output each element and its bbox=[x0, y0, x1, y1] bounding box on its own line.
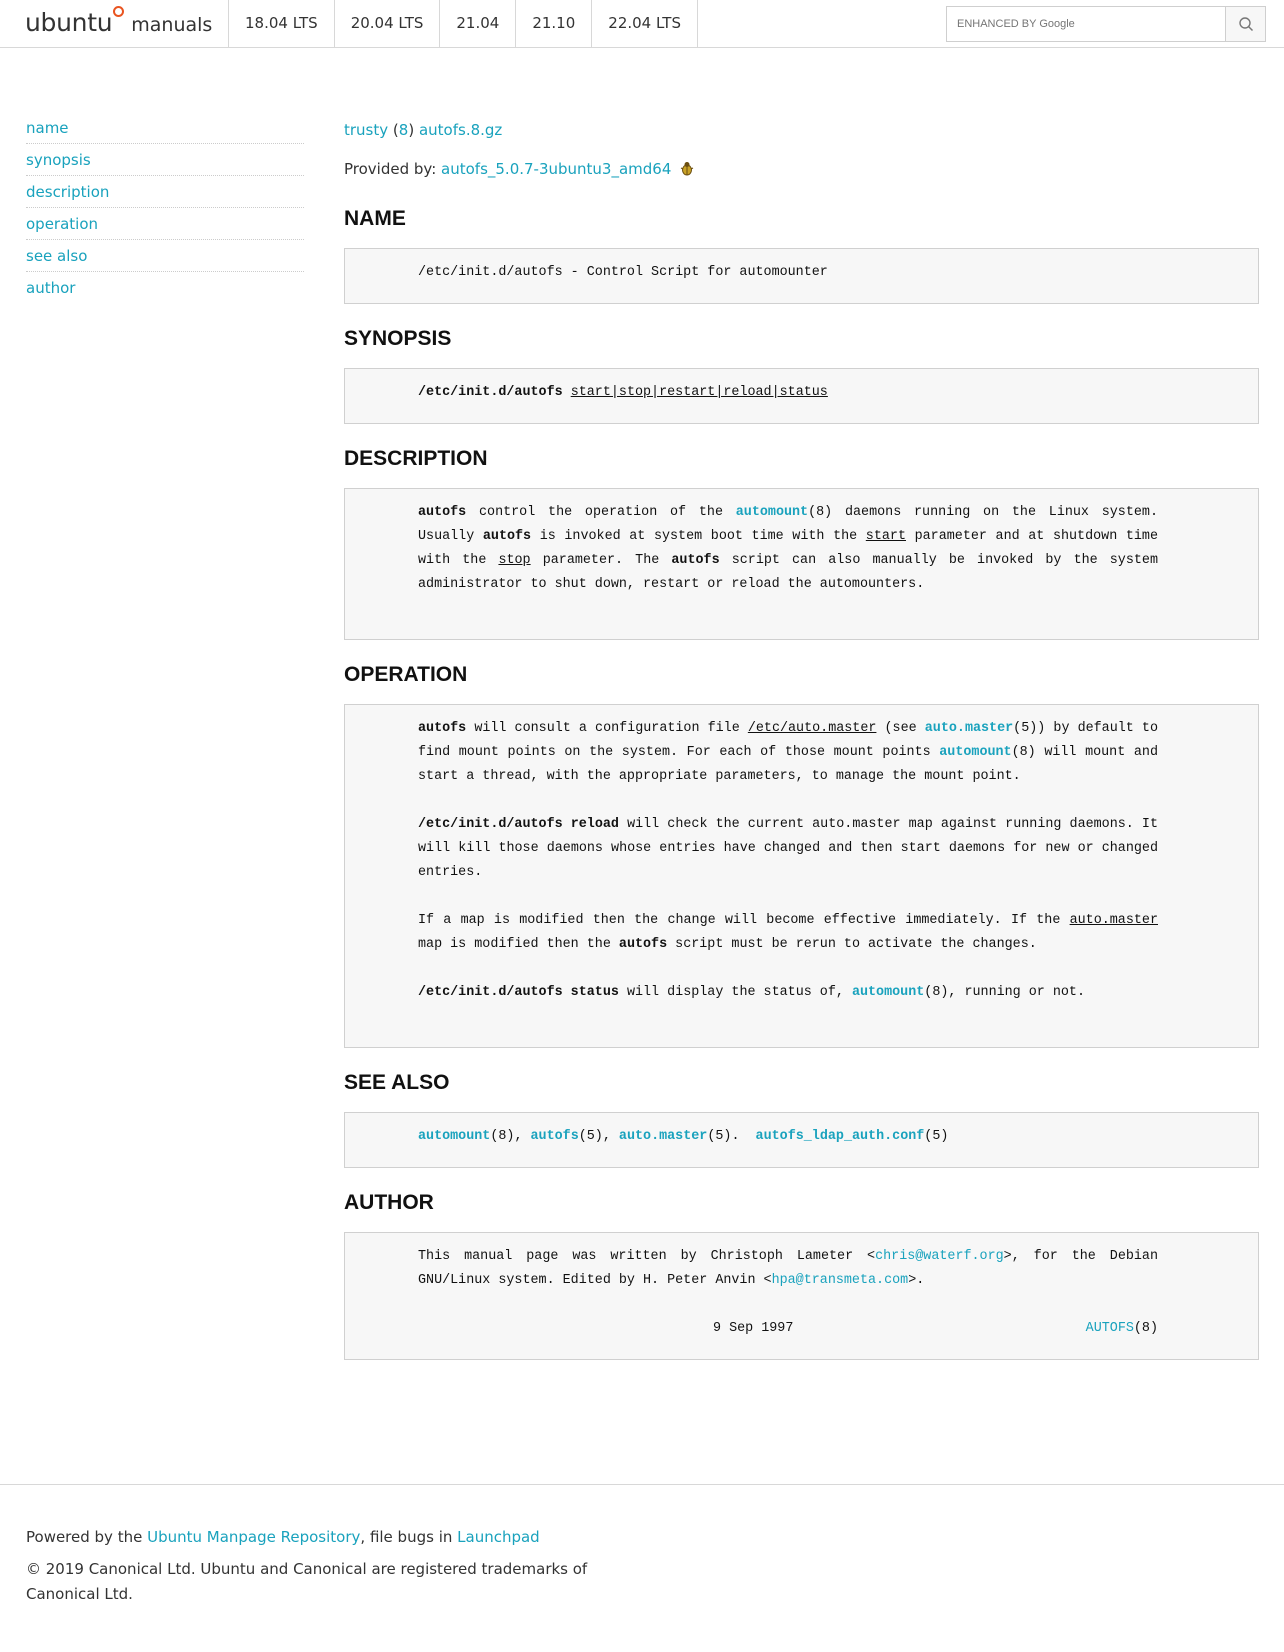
search-icon bbox=[1238, 16, 1254, 32]
breadcrumb bbox=[344, 112, 1259, 148]
auto-master-file: /etc/auto.master bbox=[747, 721, 877, 736]
autofs-term: autofs bbox=[418, 505, 467, 520]
launchpad-link[interactable]: Launchpad bbox=[457, 1528, 540, 1546]
brand-product: manuals bbox=[131, 14, 213, 36]
manpage-ref bbox=[1086, 1317, 1158, 1341]
top-navigation-bar bbox=[0, 0, 1284, 48]
section-box-name bbox=[344, 248, 1259, 304]
toc-item-name[interactable]: name bbox=[26, 112, 304, 144]
search-box bbox=[946, 6, 1266, 42]
manpage-ref-section: (8) bbox=[1133, 1321, 1158, 1336]
operation-paragraph-1 bbox=[418, 717, 1158, 789]
see-also-separator: . bbox=[731, 1129, 756, 1144]
table-of-contents bbox=[26, 112, 304, 304]
see-also-link-auto-master[interactable]: auto.master bbox=[618, 1129, 708, 1144]
manpage-repository-link[interactable]: Ubuntu Manpage Repository bbox=[147, 1528, 361, 1546]
description-text: is invoked at system boot time with the bbox=[531, 529, 866, 544]
section-box-description bbox=[344, 488, 1259, 640]
automount-link[interactable]: automount bbox=[735, 505, 809, 520]
operation-text: (see bbox=[876, 721, 925, 736]
manpage-date: 9 Sep 1997 bbox=[713, 1321, 794, 1336]
author-email-link-2[interactable]: hpa@transmeta.com bbox=[771, 1273, 909, 1288]
footer-text-fragment: Powered by the bbox=[26, 1528, 148, 1546]
section-title-author: AUTHOR bbox=[344, 1191, 434, 1214]
see-also-section: (5) bbox=[707, 1129, 732, 1144]
description-paragraph bbox=[418, 501, 1158, 597]
bug-icon[interactable] bbox=[680, 156, 694, 186]
operation-text: map is modified then the bbox=[418, 937, 619, 952]
operation-text: If a map is modified then the change will become effective immediately. If the bbox=[418, 913, 1070, 928]
toc-item-author[interactable]: author bbox=[26, 279, 76, 297]
author-paragraph bbox=[418, 1245, 1158, 1293]
footer-text bbox=[26, 1525, 646, 1607]
see-also-section: (5) bbox=[578, 1129, 603, 1144]
footer-copyright: © 2019 Canonical Ltd. Ubuntu and Canonical are registered trademarks of Canonical Ltd. bbox=[26, 1560, 588, 1603]
operation-paragraph-4 bbox=[418, 981, 1158, 1005]
see-also-separator: , bbox=[514, 1129, 531, 1144]
page-footer bbox=[0, 1484, 1284, 1603]
search-button[interactable] bbox=[1225, 7, 1265, 41]
nav-release-18-04[interactable]: 18.04 LTS bbox=[228, 0, 334, 47]
stop-param: stop bbox=[498, 553, 531, 568]
brand-word: ubuntu bbox=[25, 8, 113, 37]
autofs-term: autofs bbox=[418, 721, 467, 736]
package-link[interactable]: autofs_5.0.7-3ubuntu3_amd64 bbox=[441, 160, 672, 178]
operation-paragraph-3 bbox=[418, 909, 1158, 957]
ubuntu-circle-icon bbox=[113, 6, 124, 17]
author-email-link-1[interactable]: chris@waterf.org bbox=[875, 1249, 1004, 1264]
section-title-synopsis: SYNOPSIS bbox=[344, 327, 452, 350]
description-text: (8) daemons running on the Linux system. Usually bbox=[418, 505, 1158, 544]
section-box-see-also bbox=[344, 1112, 1259, 1168]
toc-item-see-also[interactable]: see also bbox=[26, 240, 304, 272]
auto-master-link[interactable]: auto.master bbox=[924, 721, 1014, 736]
breadcrumb-section-link[interactable]: 8 bbox=[398, 121, 409, 139]
autofs-term: autofs bbox=[671, 553, 720, 568]
manpage-content bbox=[344, 112, 1259, 1360]
see-also-separator: , bbox=[602, 1129, 619, 1144]
nav-release-21-10[interactable]: 21.10 bbox=[515, 0, 591, 47]
toc-item-synopsis[interactable]: synopsis bbox=[26, 144, 304, 176]
manpage-footer-line bbox=[418, 1317, 1158, 1341]
provided-by bbox=[344, 154, 1259, 184]
operation-paragraph-2 bbox=[418, 813, 1158, 885]
ubuntu-manuals-logo[interactable] bbox=[25, 8, 212, 42]
section-box-synopsis bbox=[344, 368, 1259, 424]
see-also-section: (8) bbox=[490, 1129, 515, 1144]
description-text: parameter. The bbox=[530, 553, 672, 568]
synopsis-command: /etc/init.d/autofs bbox=[418, 385, 563, 400]
section-box-author bbox=[344, 1232, 1259, 1360]
synopsis-args: start|stop|restart|reload|status bbox=[570, 385, 828, 400]
start-param: start bbox=[865, 529, 906, 544]
provided-by-label: Provided by: bbox=[344, 160, 437, 178]
author-text: >, for the Debian GNU/Linux system. Edited by H. Peter Anvin < bbox=[418, 1249, 1159, 1288]
breadcrumb-paren-open: ( bbox=[392, 121, 399, 139]
description-text: script can also manually be invoked by the system administrator to shut down, restart or reload the automounters. bbox=[418, 553, 1158, 592]
author-text: >. bbox=[908, 1273, 925, 1288]
operation-text: will check the current auto.master map against running daemons. It will kill those daemons whose entries have changed and then start daemons for new or changed entries. bbox=[418, 817, 1158, 880]
section-title-see-also: SEE ALSO bbox=[344, 1071, 450, 1094]
autofs-term: autofs bbox=[482, 529, 532, 544]
breadcrumb-paren-close: ) bbox=[408, 121, 415, 139]
automount-link[interactable]: automount bbox=[939, 745, 1012, 760]
auto-master-map: auto.master bbox=[1069, 913, 1158, 928]
section-title-operation: OPERATION bbox=[344, 663, 468, 686]
reload-command: /etc/init.d/autofs reload bbox=[418, 817, 619, 832]
section-title-name: NAME bbox=[344, 207, 406, 230]
see-also-section: (5) bbox=[924, 1129, 949, 1144]
name-text: /etc/init.d/autofs - Control Script for automounter bbox=[418, 265, 828, 280]
see-also-link-ldap-auth[interactable]: autofs_ldap_auth.conf bbox=[755, 1129, 925, 1144]
description-text: control the operation of the bbox=[466, 505, 736, 520]
see-also-link-automount[interactable]: automount bbox=[418, 1129, 491, 1144]
operation-text: will display the status of, bbox=[618, 985, 852, 1000]
autofs-term: autofs bbox=[618, 937, 668, 952]
breadcrumb-file-link[interactable]: autofs.8.gz bbox=[418, 121, 503, 139]
description-text: parameter and at shutdown time with the bbox=[418, 529, 1158, 568]
section-box-operation bbox=[344, 704, 1259, 1048]
search-input[interactable] bbox=[947, 7, 1225, 41]
operation-text: (8) will mount and start a thread, with the appropriate parameters, to manage the mount point. bbox=[418, 745, 1158, 784]
footer-text-fragment: , file bugs in bbox=[360, 1528, 458, 1546]
manpage-ref-link[interactable]: AUTOFS bbox=[1085, 1321, 1134, 1336]
operation-text: script must be rerun to activate the changes. bbox=[667, 937, 1037, 952]
operation-text: will consult a configuration file bbox=[466, 721, 748, 736]
status-command: /etc/init.d/autofs status bbox=[418, 985, 619, 1000]
see-also-link-autofs[interactable]: autofs bbox=[530, 1129, 579, 1144]
toc-item-description[interactable]: description bbox=[26, 176, 304, 208]
nav-release-21-04[interactable]: 21.04 bbox=[439, 0, 515, 47]
author-text: This manual page was written by Christoph Lameter < bbox=[418, 1249, 876, 1264]
breadcrumb-release-link[interactable]: trusty bbox=[344, 121, 389, 139]
operation-text: (5)) by default to find mount points on the system. For each of those mount points bbox=[418, 721, 1158, 760]
operation-text: (8), running or not. bbox=[924, 985, 1085, 1000]
footer-powered-line bbox=[26, 1525, 646, 1550]
release-nav bbox=[228, 0, 698, 47]
section-title-description: DESCRIPTION bbox=[344, 447, 488, 470]
automount-link[interactable]: automount bbox=[851, 985, 925, 1000]
toc-item-operation[interactable]: operation bbox=[26, 208, 304, 240]
nav-release-20-04[interactable]: 20.04 LTS bbox=[334, 0, 440, 47]
nav-release-22-04[interactable]: 22.04 LTS bbox=[591, 0, 698, 47]
